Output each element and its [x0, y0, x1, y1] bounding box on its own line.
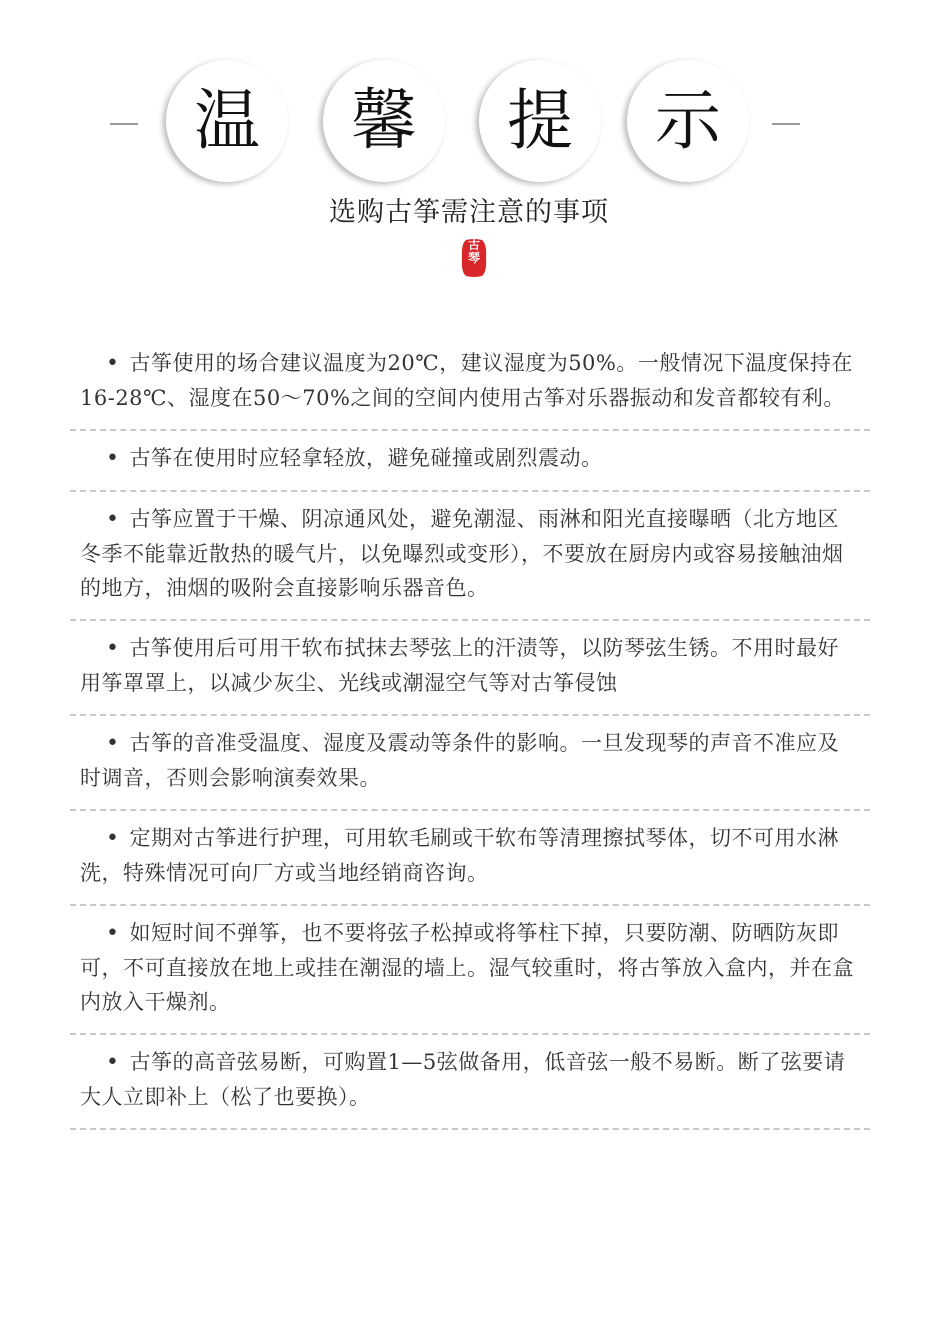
bullet-icon: • — [106, 351, 120, 376]
note-text: 古筝在使用时应轻拿轻放，避免碰撞或剧烈震动。 — [129, 446, 603, 470]
left-dash-decoration — [110, 123, 138, 125]
note-text: 古筝的音准受温度、湿度及震动等条件的影响。一旦发现琴的声音不准应及时调音，否则会影响演奏效果。 — [80, 731, 839, 790]
note-text: 古筝的高音弦易断，可购置1—5弦做备用，低音弦一般不易断。断了弦要请大人立即补上（松了也要换）。 — [80, 1050, 846, 1109]
bullet-icon: • — [106, 1050, 120, 1075]
bullet-icon: • — [106, 446, 120, 471]
note-text: 古筝使用后可用干软布拭抹去琴弦上的汗渍等，以防琴弦生锈。不用时最好用筝罩罩上，以减少灰尘、光线或潮湿空气等对古筝侵蚀 — [80, 636, 839, 695]
title-char-circle: 提 — [479, 60, 601, 182]
list-item — [70, 492, 870, 621]
list-item — [70, 621, 870, 716]
bullet-icon: • — [106, 921, 120, 946]
seal-stamp-text: 古 琴 — [467, 238, 480, 265]
title-char-circle: 示 — [627, 60, 749, 182]
note-text: 古筝使用的场合建议温度为20℃，建议湿度为50%。一般情况下温度保持在16-28℃、湿度在50～70%之间的空间内使用古筝对乐器振动和发音都较有利。 — [80, 351, 853, 410]
note-text: 如短时间不弹筝，也不要将弦子松掉或将筝柱下掉，只要防潮、防晒防灰即可，不可直接放在地上或挂在潮湿的墙上。湿气较重时，将古筝放入盒内，并在盒内放入干燥剂。 — [80, 921, 854, 1014]
bullet-icon: • — [106, 507, 120, 532]
list-item — [70, 431, 870, 492]
list-item — [70, 716, 870, 811]
title-char-circle: 馨 — [323, 60, 445, 182]
note-text: 古筝应置于干燥、阴凉通风处，避免潮湿、雨淋和阳光直接曝晒（北方地区冬季不能靠近散热的暖气片，以免曝烈或变形），不要放在厨房内或容易接触油烟的地方，油烟的吸附会直接影响乐器音色。 — [80, 507, 844, 600]
bullet-icon: • — [106, 826, 120, 851]
notes-list — [70, 340, 870, 1130]
list-item — [70, 340, 870, 431]
note-text: 定期对古筝进行护理，可用软毛刷或干软布等清理擦拭琴体，切不可用水淋洗，特殊情况可向厂方或当地经销商咨询。 — [80, 826, 839, 885]
title-row — [0, 60, 938, 188]
list-item — [70, 1035, 870, 1130]
bullet-icon: • — [106, 636, 120, 661]
title-char-circle: 温 — [166, 60, 288, 182]
right-dash-decoration — [772, 123, 800, 125]
page-subtitle: 选购古筝需注意的事项 — [329, 197, 609, 228]
list-item — [70, 906, 870, 1035]
bullet-icon: • — [106, 731, 120, 756]
list-item — [70, 811, 870, 906]
